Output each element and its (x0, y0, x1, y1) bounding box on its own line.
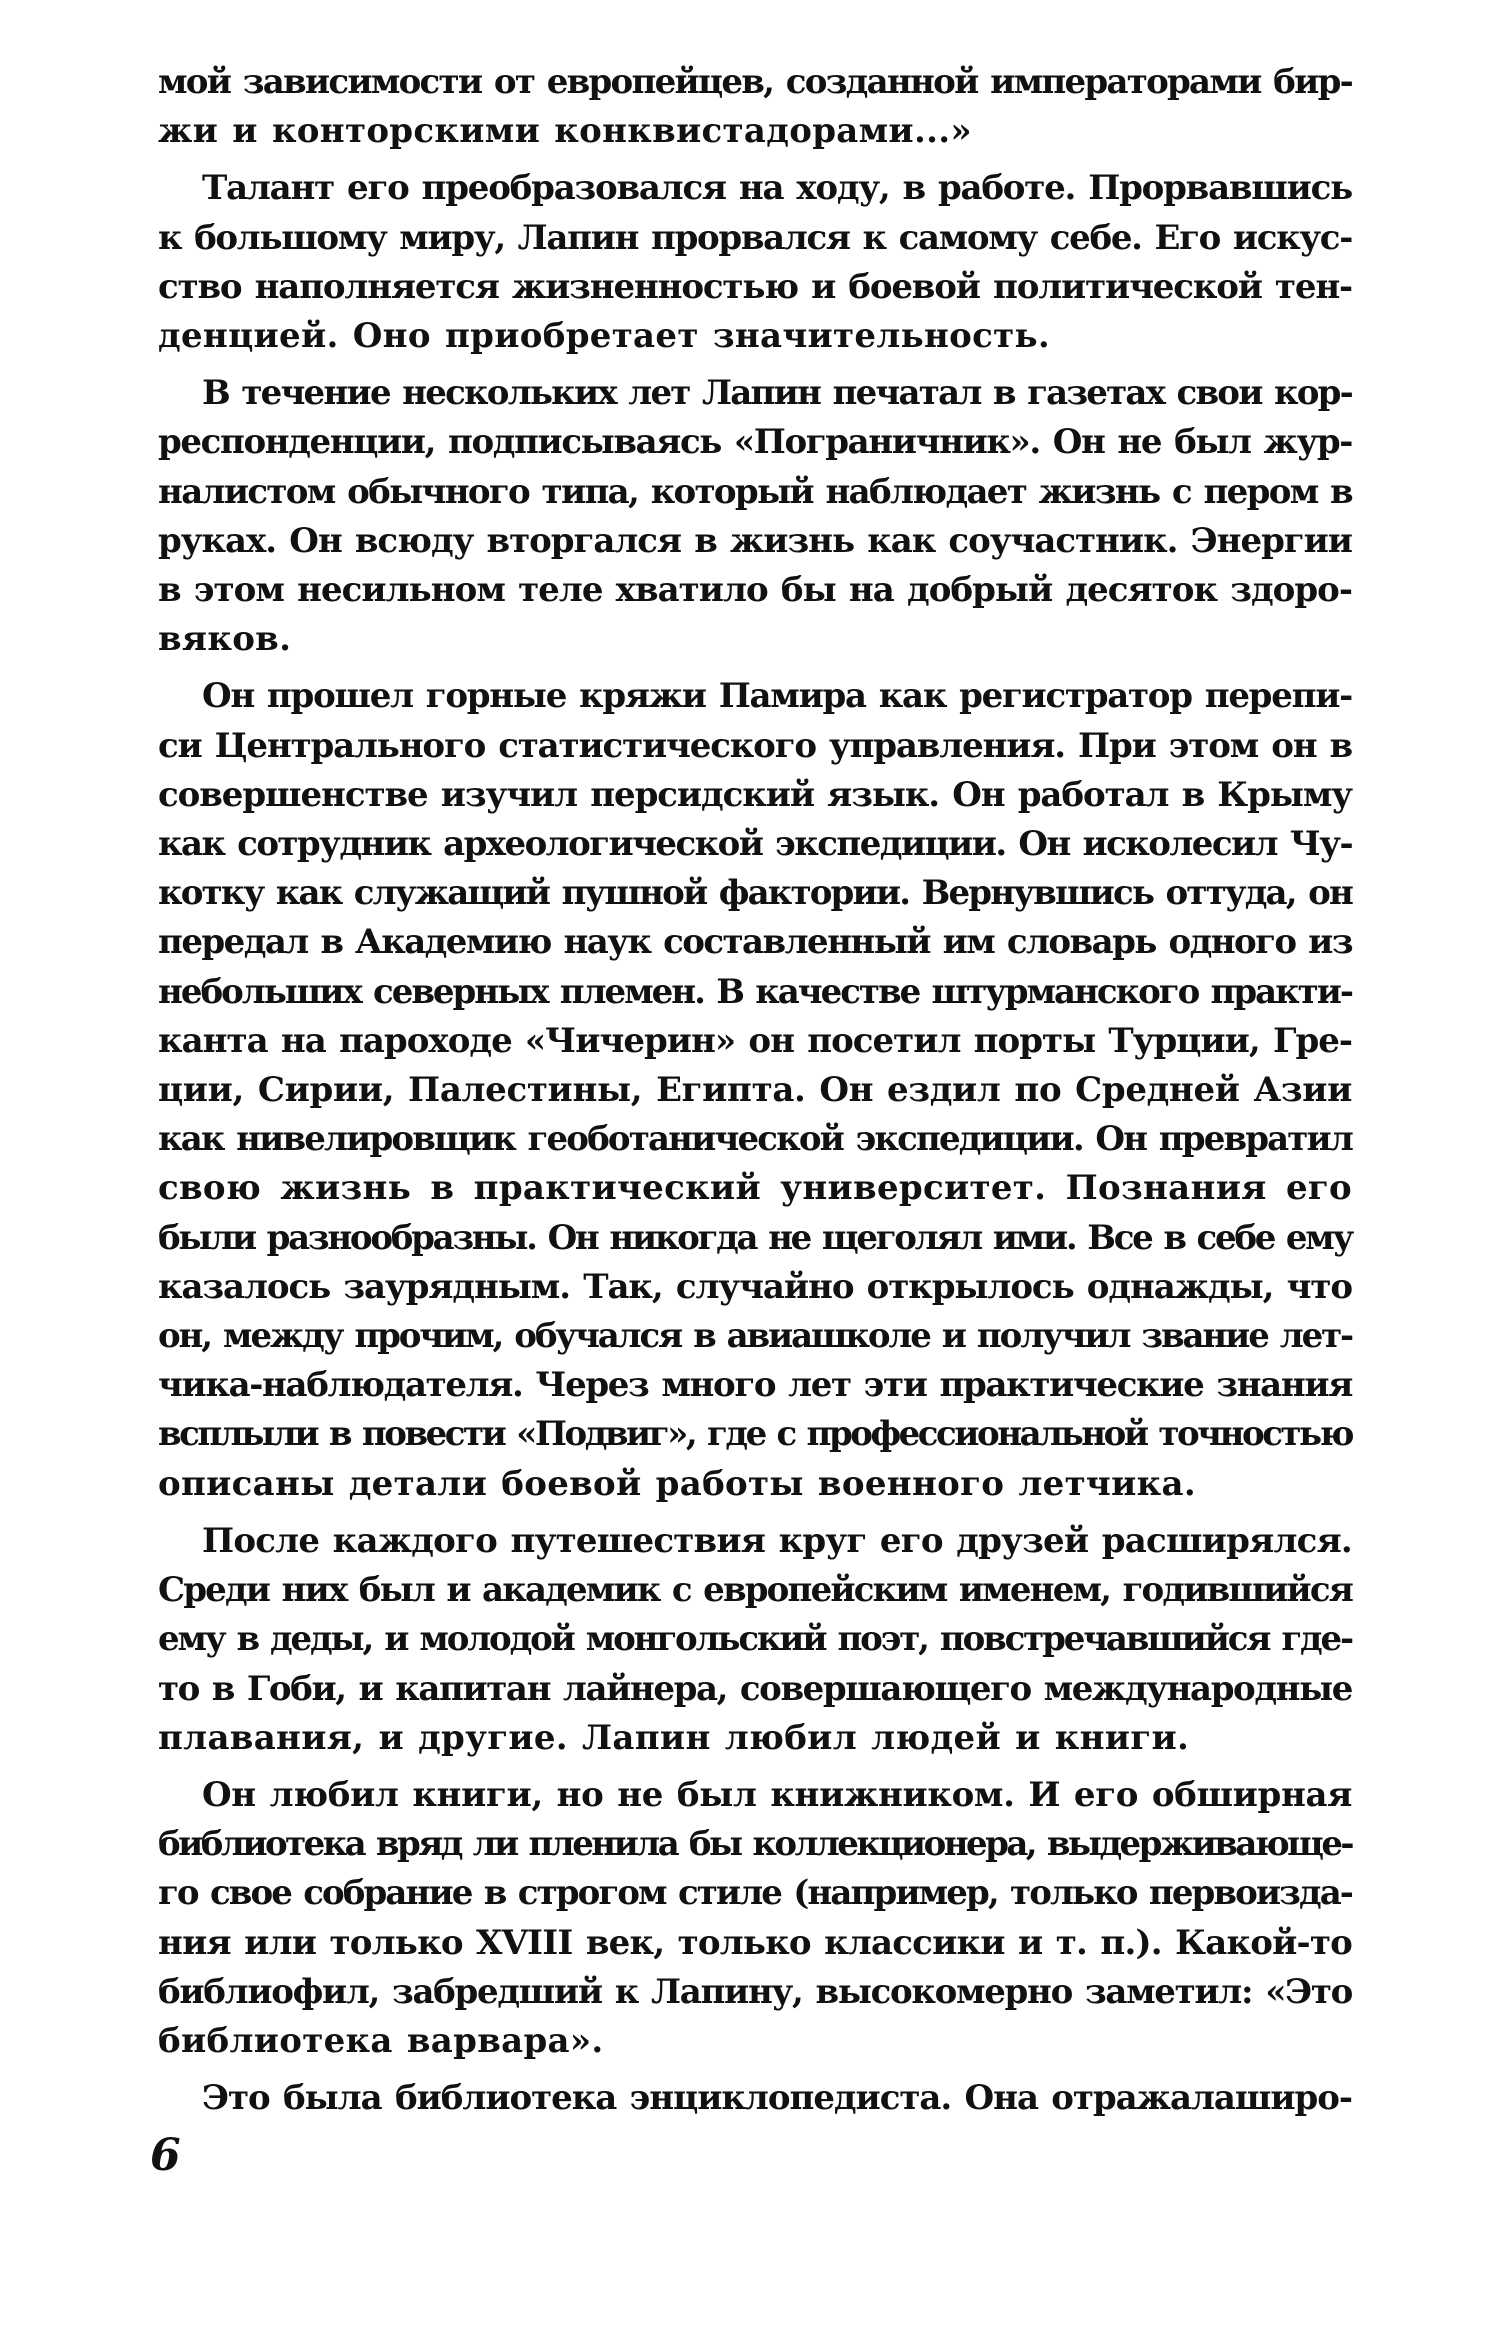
body-text (158, 58, 1352, 2131)
text-line: Талант его преобразовался на ходу, в работе. Прорвавшись (202, 168, 1352, 209)
text-line: чика-наблюдателя. Через много лет эти практические знания (158, 1365, 1352, 1406)
text-line: казалось заурядным. Так, случайно открылось однажды, что (158, 1266, 1352, 1307)
paragraph (158, 2074, 1352, 2123)
text-line: го свое собрание в строгом стиле (например, только первоизда- (158, 1873, 1352, 1914)
text-line: котку как служащий пушной фактории. Вернувшись оттуда, он (158, 873, 1352, 914)
text-line: небольших северных племен. В качестве штурманского практи- (158, 971, 1352, 1012)
paragraph (158, 164, 1352, 361)
text-line: к большому миру, Лапин прорвался к самому себе. Его искус- (158, 217, 1352, 258)
text-line: денцией. Оно приобретает значительность. (158, 316, 1051, 357)
text-line: как сотрудник археологической экспедиции. Он исколесил Чу- (158, 824, 1352, 865)
text-line: руках. Он всюду вторгался в жизнь как соучастник. Энергии (158, 520, 1352, 561)
paragraph (158, 58, 1352, 156)
paragraph (158, 1771, 1352, 2066)
text-line: он, между прочим, обучался в авиашколе и получил звание лет- (158, 1316, 1352, 1357)
text-line: передал в Академию наук составленный им словарь одного из (158, 922, 1352, 963)
text-line: Он любил книги, но не был книжником. И его обширная (202, 1774, 1352, 1815)
text-line: вяков. (158, 619, 292, 660)
text-line: мой зависимости от европейцев, созданной императорами бир- (158, 62, 1352, 102)
text-line: свою жизнь в практический университет. Познания его (158, 1168, 1352, 1209)
text-line: библиотека варвара». (158, 2020, 604, 2061)
text-line: в этом несильном теле хватило бы на добрый десяток здоро- (158, 570, 1352, 611)
paragraph (158, 369, 1352, 664)
text-line: как нивелировщик геоботанической экспедиции. Он превратил (158, 1119, 1352, 1160)
text-line: ции, Сирии, Палестины, Египта. Он ездил по Средней Азии (158, 1070, 1352, 1111)
text-line: Он прошел горные кряжи Памира как регистратор перепи- (202, 676, 1352, 717)
text-line: респонденции, подписываясь «Пограничник». Он не был жур- (158, 422, 1352, 463)
text-line: канта на пароходе «Чичерин» он посетил порты Турции, Гре- (158, 1020, 1352, 1061)
text-line: библиофил, забредший к Лапину, высокомерно заметил: «Это (158, 1971, 1352, 2012)
text-line: жи и конторскими конквистадорами...» (158, 111, 972, 152)
text-line: описаны детали боевой работы военного летчика. (158, 1463, 1196, 1504)
text-line: были разнообразны. Он никогда не щеголял ими. Все в себе ему (158, 1217, 1352, 1258)
text-line: библиотека вряд ли пленила бы коллекционера, выдерживающе- (158, 1824, 1352, 1865)
text-line: В течение нескольких лет Лапин печатал в газетах свои кор- (202, 373, 1352, 414)
text-line: си Центрального статистического управления. При этом он в (158, 725, 1352, 766)
text-line: Среди них был и академик с европейским именем, годившийся (158, 1570, 1352, 1611)
paragraph (158, 1517, 1352, 1763)
text-line: Это была библиотека энциклопедиста. Она отражалаширо- (202, 2078, 1352, 2119)
page-number: 6 (150, 2130, 181, 2181)
text-line: то в Гоби, и капитан лайнера, совершающего международные (158, 1668, 1352, 1709)
text-line: После каждого путешествия круг его друзей расширялся. (202, 1520, 1352, 1561)
paragraph (158, 672, 1352, 1508)
text-line: ему в деды, и молодой монгольский поэт, повстречавшийся где- (158, 1619, 1352, 1660)
text-line: всплыли в повести «Подвиг», где с профессиональной точностью (158, 1414, 1352, 1455)
text-line: ство наполняется жизненностью и боевой политической тен- (158, 266, 1352, 307)
text-line: ния или только XVIII век, только классики и т. п.). Какой-то (158, 1922, 1352, 1963)
text-line: плавания, и другие. Лапин любил людей и книги. (158, 1717, 1190, 1758)
text-line: совершенстве изучил персидский язык. Он работал в Крыму (158, 774, 1352, 815)
text-line: налистом обычного типа, который наблюдает жизнь с пером в (158, 471, 1352, 512)
